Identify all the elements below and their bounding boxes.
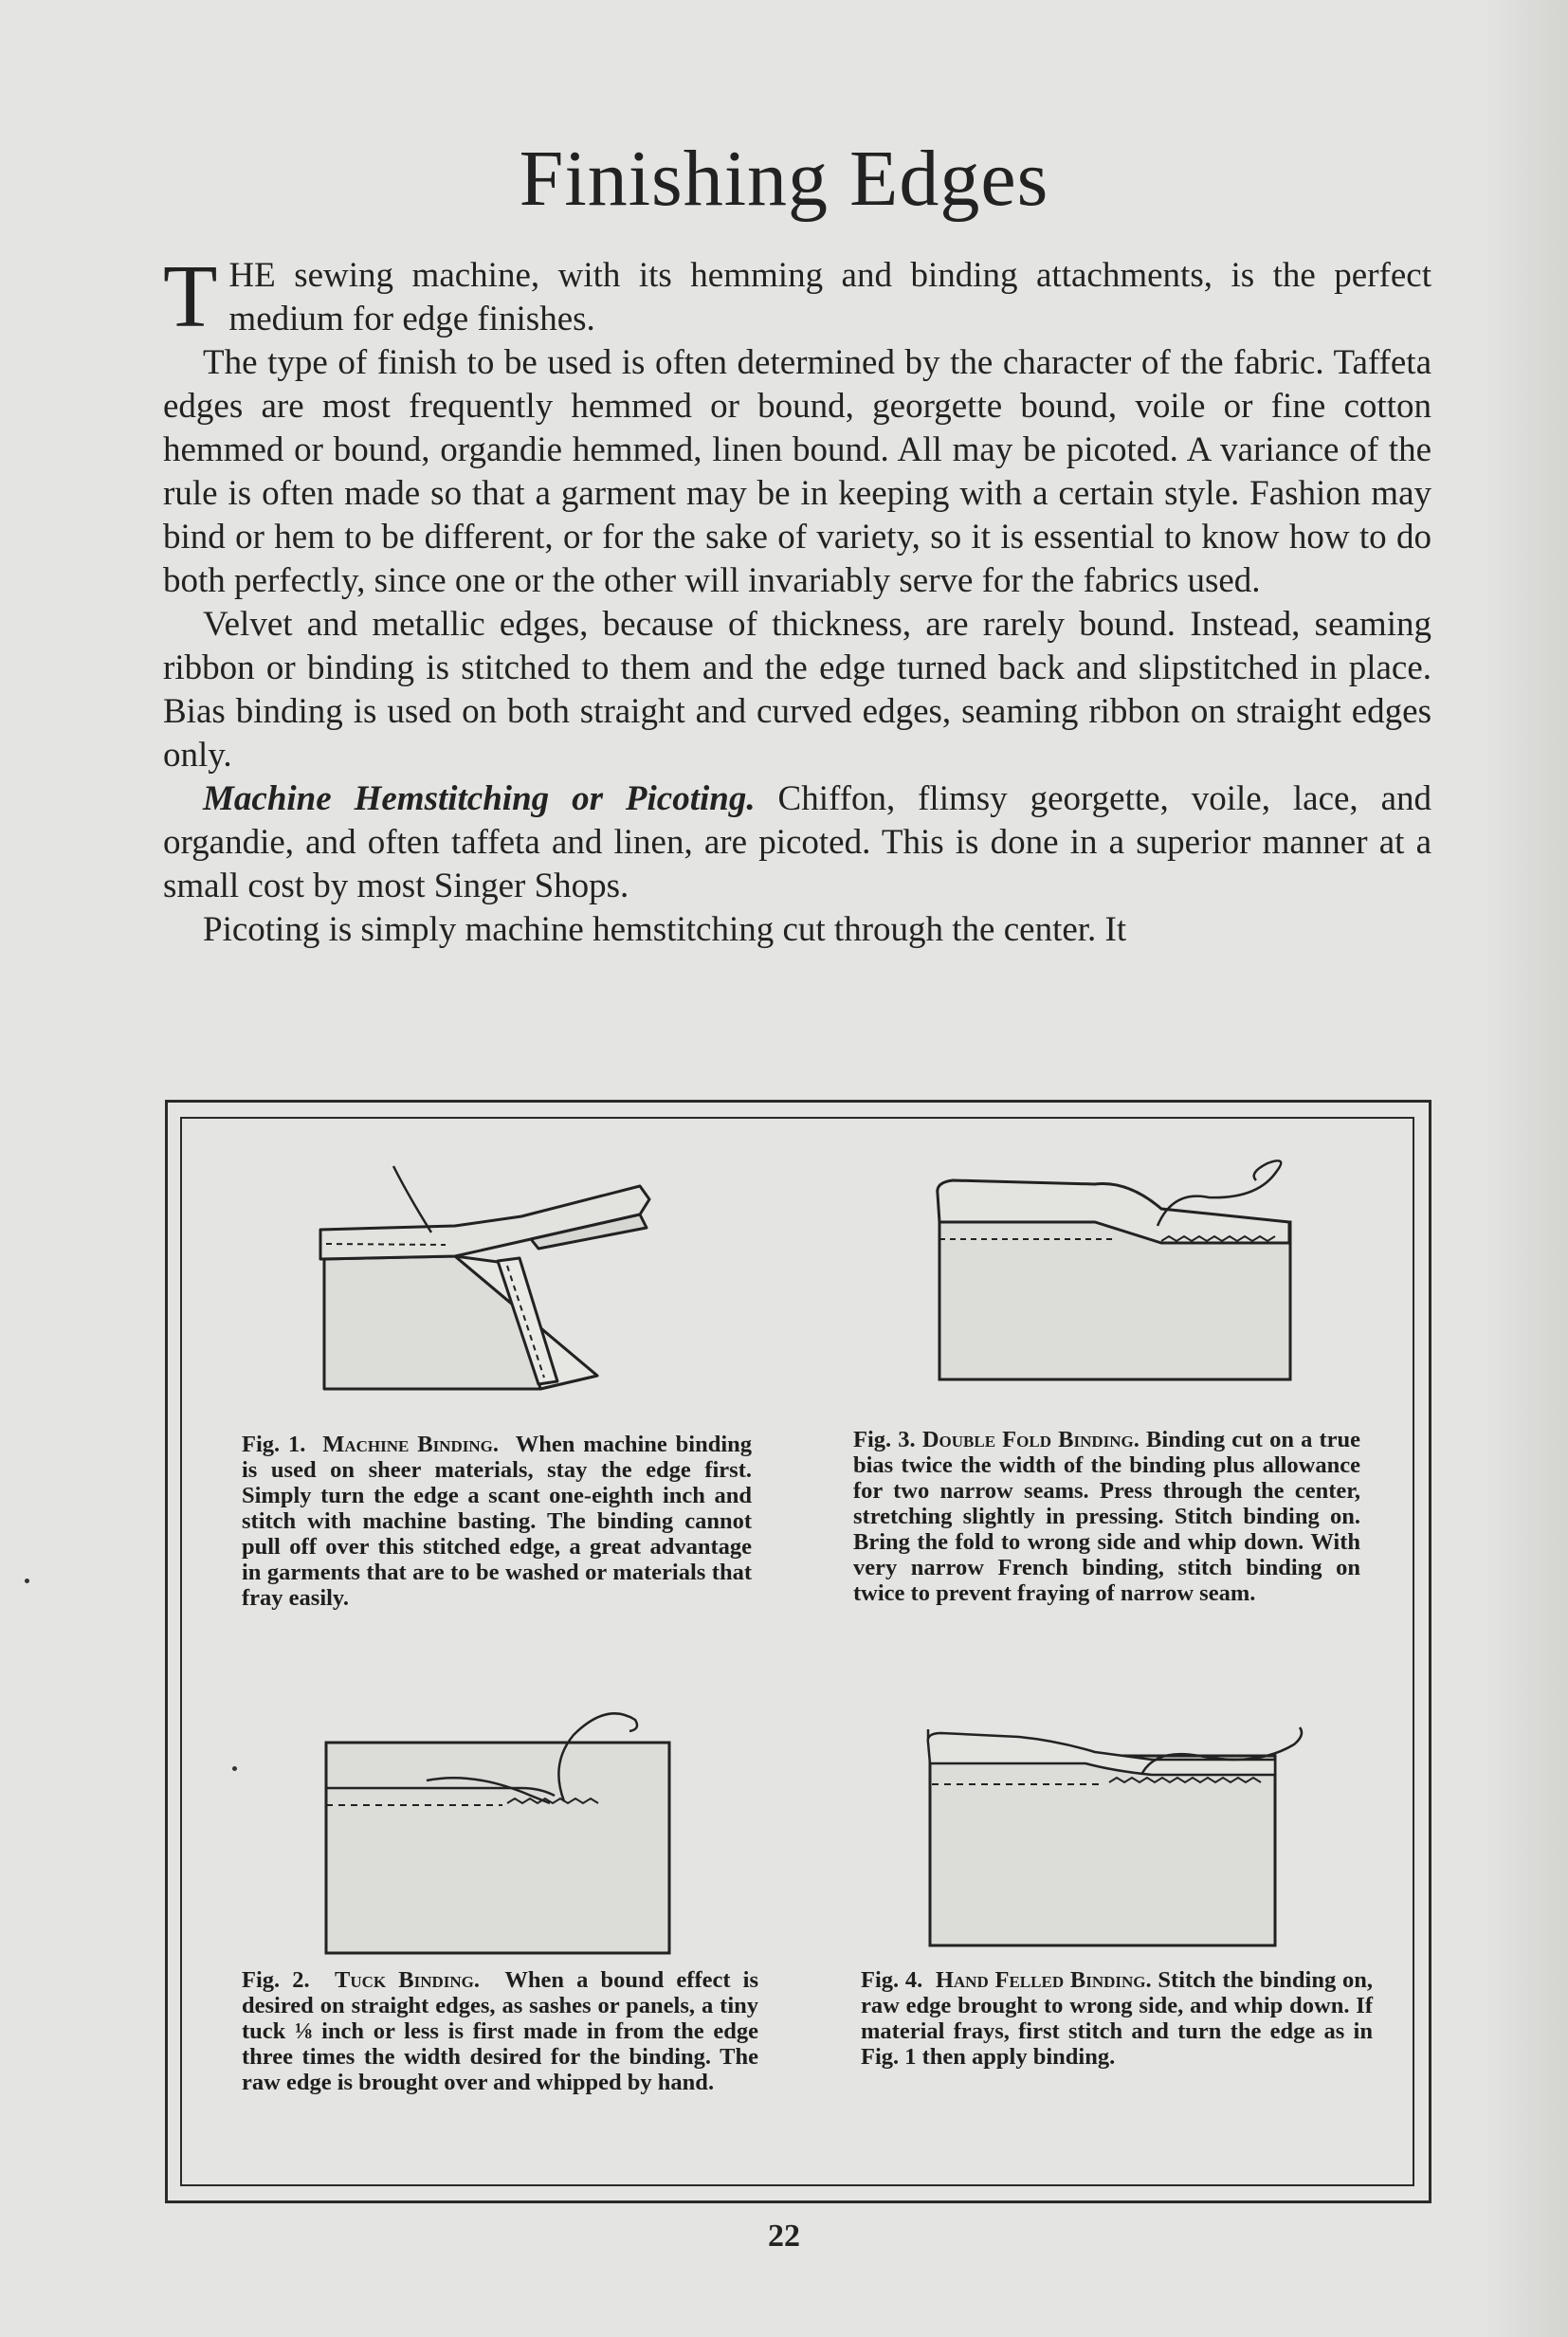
fig3-text: Binding cut on a true bias twice the width of the binding plus allowance for two narrow seams. Press through the center, stretching slightly in pressing. Stitch binding on. Bring the fold to wrong side and whip down. With very narrow French binding, stitch binding on twice to prevent fraying of narrow seam. (853, 1427, 1361, 1606)
fig4-illustration (915, 1707, 1332, 1953)
fig4-caption (861, 1967, 1373, 2070)
paragraph-intro (163, 247, 1431, 346)
fig4-number: Fig. 4. (861, 1967, 923, 1993)
fig3-illustration (924, 1152, 1322, 1389)
paragraph-hemstitching-text: Chiffon, flimsy georgette, voile, lace, and organdie, and often taffeta and linen, are picoted. This is done in a superior manner at a small cost by most Singer Shops. (163, 779, 1431, 905)
fig1-number: Fig. 1. (242, 1432, 306, 1457)
fig4-name: Hand Felled Binding. (935, 1967, 1152, 1993)
print-speck (25, 1579, 29, 1583)
fig1-caption (242, 1432, 752, 1611)
fig2-illustration (313, 1697, 692, 1963)
fig3-caption (853, 1427, 1360, 1606)
drop-cap: T (163, 247, 218, 346)
fig1-illustration (313, 1152, 683, 1408)
run-in-heading: Machine Hemstitching or Picoting. (203, 779, 756, 818)
paragraph-hemstitching (163, 777, 1431, 908)
fig3-number: Fig. 3. (853, 1427, 916, 1452)
fig2-caption (242, 1967, 758, 2095)
print-speck (232, 1766, 237, 1771)
page-number: 22 (768, 2218, 800, 2254)
page-edge-shadow (1483, 0, 1568, 2337)
paragraph-fabric-types: The type of finish to be used is often determined by the character of the fabric. Taffeta edges are most frequently hemmed or bound, georgette bound, voile or fine cotton hemmed or bound, organdie hemmed, linen bound. All may be picoted. A variance of the rule is often made so that a garment may be in keeping with a certain style. Fashion may bind or hem to be different, or for the sake of variety, so it is essential to know how to do both perfectly, since one or the other will invariably serve for the fabrics used. (163, 343, 1431, 600)
page-title: Finishing Edges (519, 135, 1049, 223)
fig1-text: When machine binding is used on sheer materials, stay the edge first. Simply turn the edge a scant one-eighth inch and stitch with machine basting. The binding cannot pull off over this stitched edge, a great advantage in garments that are to be washed or materials that fray easily. (242, 1432, 753, 1611)
fig2-text: When a bound effect is desired on straight edges, as sashes or panels, a tiny tuck ⅛ inch or less is first made in from the edge three times the width desired for the binding. The raw edge is brought over and whipped by hand. (242, 1967, 759, 2095)
fig2-number: Fig. 2. (242, 1967, 310, 1993)
paragraph-velvet-metallic: Velvet and metallic edges, because of thickness, are rarely bound. Instead, seaming ribbon or binding is stitched to them and the edge turned back and slipstitched in place. Bias binding is used on both straight and curved edges, seaming ribbon on straight edges only. (163, 605, 1431, 775)
paragraph-intro-text: HE sewing machine, with its hemming and binding attachments, is the perfect medium for edge finishes. (228, 256, 1431, 338)
paragraph-picoting: Picoting is simply machine hemstitching cut through the center. It (203, 910, 1127, 949)
body-text (163, 247, 1431, 952)
fig3-name: Double Fold Binding. (921, 1427, 1140, 1452)
fig4-text: Stitch the binding on, raw edge brought to wrong side, and whip down. If material frays, first stitch and turn the edge as in Fig. 1 then apply binding. (861, 1967, 1373, 2070)
fig1-name: Machine Binding. (322, 1432, 499, 1457)
fig2-name: Tuck Binding. (335, 1967, 481, 1993)
